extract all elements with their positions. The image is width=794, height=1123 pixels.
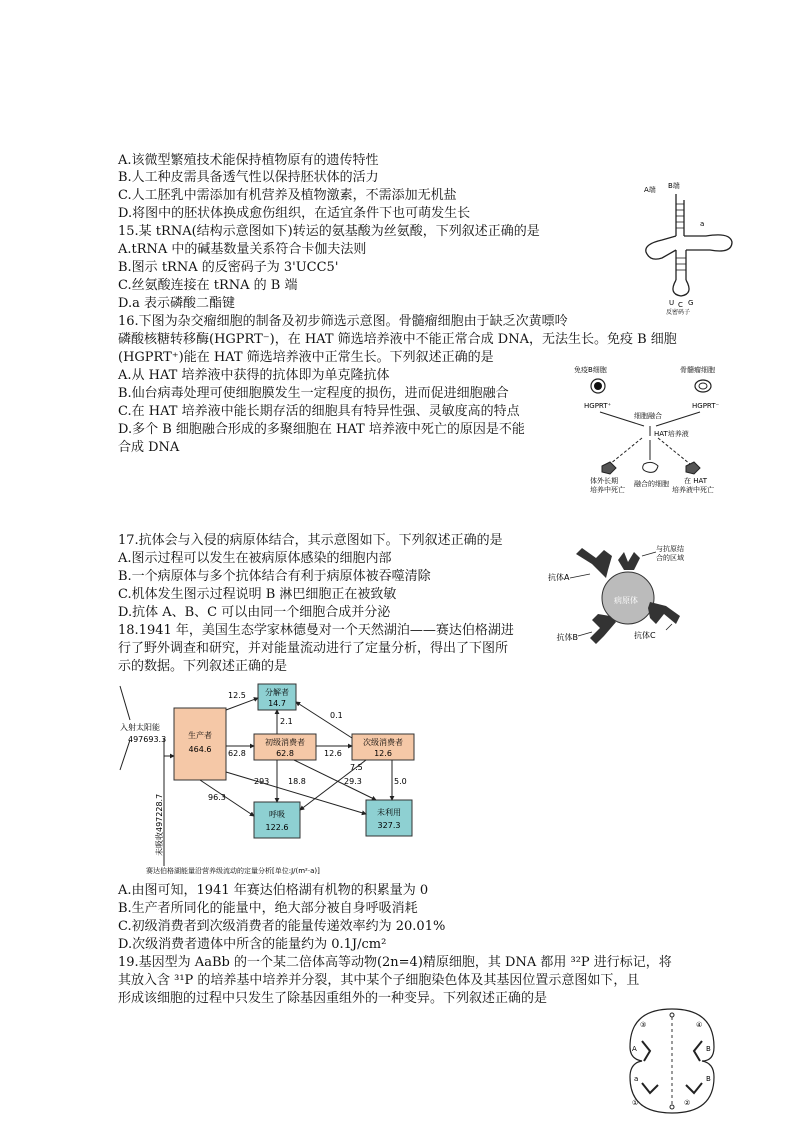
trna-b-end-label: B端 (668, 182, 680, 190)
q16-option-c: C.在 HAT 培养液中能长期存活的细胞具有特异性强、灵敏度高的特点 (118, 404, 520, 419)
q15-option-c: C.丝氨酸连接在 tRNA 的 B 端 (118, 278, 298, 293)
flow-primary-decomposer: 2.1 (280, 717, 293, 726)
producer-label: 生产者 (188, 731, 212, 740)
sunlight-value: 497693.3 (128, 735, 167, 744)
antibody-b-label: 抗体B (556, 633, 578, 642)
unused-box (366, 800, 412, 836)
q15-option-a: A.tRNA 中的碱基数量关系符合卡伽夫法则 (118, 242, 367, 257)
decomposer-value: 14.7 (268, 699, 286, 708)
q16-stem-1: 16.下图为杂交瘤细胞的制备及初步筛选示意图。骨髓瘤细胞由于缺乏次黄嘌呤 (118, 314, 568, 329)
q16-option-d: D.多个 B 细胞融合形成的多聚细胞在 HAT 培养液中死亡的原因是不能 (118, 422, 525, 437)
flow-primary-secondary: 12.6 (324, 749, 342, 758)
respiration-label: 呼吸 (269, 810, 285, 819)
hgprt-minus-label: HGPRT⁻ (692, 402, 720, 410)
flow-primary-respiration: 18.8 (288, 777, 306, 786)
unabsorbed-label: 未吸收497228.7 (155, 793, 164, 856)
antibody-top-shape (618, 552, 640, 570)
q19-stem-1: 19.基因型为 AaBb 的一个某二倍体高等动物(2n=4)精原细胞，其 DNA 都用 ³²P 进行标记，将 (118, 955, 672, 970)
dead-cell-right (686, 462, 700, 474)
trna-a-end-label: A端 (644, 186, 656, 194)
respiration-value: 122.6 (265, 823, 289, 832)
myeloma-nucleus (699, 383, 707, 389)
q17-option-c: C.机体发生图示过程说明 B 淋巴细胞正在被致敏 (118, 587, 397, 602)
outcome-right-1: 在 HAT (684, 477, 708, 485)
sunlight-label: 入射太阳能 (120, 723, 160, 732)
flow-producer-unused: 293 (254, 777, 270, 786)
q15-option-b: B.图示 tRNA 的反密码子为 3'UCC5' (118, 260, 339, 275)
fused-cell (643, 462, 658, 472)
gene-a-lower: a (634, 1075, 639, 1083)
anticodon-caption: 反密码子 (666, 309, 691, 315)
q16-stem-2: 磷酸核糖转移酶(HGPRT⁻)，在 HAT 筛选培养液中不能正常合成 DNA，无法生长。免疫 B 细胞 (118, 332, 677, 347)
outcome-left-2: 培养中死亡 (590, 486, 625, 494)
q16-option-d-cont: 合成 DNA (118, 440, 180, 455)
producer-value: 464.6 (188, 745, 212, 754)
chromosome-marker-1: ① (632, 1099, 639, 1107)
q16-option-b: B.仙台病毒处理可使细胞膜发生一定程度的损伤，进而促进细胞融合 (118, 386, 509, 401)
q18-option-c: C.初级消费者到次级消费者的能量传递效率约为 20.01% (118, 919, 446, 934)
q16-option-a: A.从 HAT 培养液中获得的抗体即为单克隆抗体 (118, 368, 390, 383)
primary-consumer-label: 初级消费者 (265, 738, 305, 747)
q17-stem: 17.抗体会与入侵的病原体结合，其示意图如下。下列叙述正确的是 (118, 533, 503, 548)
q17-option-d: D.抗体 A、B、C 可以由同一个细胞合成并分泌 (118, 605, 391, 620)
antibody-a-shape (576, 548, 612, 578)
q15-option-d: D.a 表示磷酸二酯键 (118, 296, 235, 311)
chromosome-marker-3: ③ (640, 1021, 647, 1029)
pathogen-label: 病原体 (614, 596, 638, 605)
dividing-cell-figure (622, 1005, 722, 1117)
q15-stem: 15.某 tRNA(结构示意图如下)转运的氨基酸为丝氨酸，下列叙述正确的是 (118, 224, 540, 239)
gene-a-upper: A (632, 1045, 637, 1053)
trna-figure (640, 180, 750, 315)
decomposer-label: 分解者 (265, 688, 289, 697)
q18-stem-2: 行了野外调查和研究，并对能量流动进行了定量分析，得出了下图所 (118, 641, 509, 656)
chromosome-marker-2: ② (684, 1099, 691, 1107)
anticodon-base-3: G (688, 299, 694, 307)
hat-medium-label: HAT培养液 (654, 430, 689, 438)
antibody-figure (548, 540, 708, 648)
q17-option-b: B.一个病原体与多个抗体结合有利于病原体被吞噬清除 (118, 569, 431, 584)
q16-stem-3: (HGPRT⁺)能在 HAT 筛选培养液中正常生长。下列叙述正确的是 (118, 350, 494, 365)
unused-value: 327.3 (377, 821, 401, 830)
outcome-left-1: 体外长期 (590, 477, 618, 485)
antibody-c-shape (648, 602, 680, 624)
flow-producer-decomposer: 12.5 (228, 691, 246, 700)
dead-cell-left (602, 462, 616, 474)
producer-box (174, 708, 226, 780)
secondary-consumer-value: 12.6 (374, 749, 392, 758)
q18-stem-3: 示的数据。下列叙述正确的是 (118, 659, 288, 674)
binding-region-label-2: 合的区域 (656, 554, 684, 562)
immune-b-cell-label: 免疫B细胞 (574, 366, 607, 374)
flow-secondary-respiration: 7.5 (350, 763, 363, 772)
q14-option-d: D.将图中的胚状体换成愈伤组织，在适宜条件下也可萌发生长 (118, 206, 471, 221)
outcome-middle: 融合的细胞 (634, 480, 669, 488)
flow-producer-respiration: 96.3 (208, 793, 226, 802)
gene-b-lower: B (706, 1075, 711, 1083)
q19-stem-2: 其放入含 ³¹P 的培养基中培养并分裂，其中某个子细胞染色体及其基因位置示意图如下，且 (118, 973, 640, 988)
energy-flow-diagram (116, 680, 436, 876)
primary-consumer-value: 62.8 (276, 749, 294, 758)
secondary-consumer-label: 次级消费者 (363, 738, 403, 747)
q18-option-d: D.次级消费者遗体中所含的能量约为 0.1J/cm² (118, 937, 387, 952)
respiration-box (254, 802, 300, 838)
anticodon-base-2: C (678, 301, 683, 309)
unused-label: 未利用 (377, 808, 401, 817)
flow-secondary-unused: 5.0 (394, 777, 407, 786)
immune-b-nucleus (594, 382, 602, 390)
q17-option-a: A.图示过程可以发生在被病原体感染的细胞内部 (118, 551, 392, 566)
trna-a-label: a (700, 220, 705, 228)
gene-b-upper: B (706, 1045, 711, 1053)
binding-region-label-1: 与抗原结 (656, 545, 684, 553)
chromosome-marker-4: ④ (696, 1021, 703, 1029)
antibody-a-label: 抗体A (548, 573, 570, 582)
q18-option-a: A.由图可知，1941 年赛达伯格湖有机物的积累量为 0 (118, 883, 429, 898)
q18-stem-1: 18.1941 年，美国生态学家林德曼对一个天然湖泊——赛达伯格湖进 (118, 623, 514, 638)
hybridoma-figure (560, 362, 740, 494)
q14-option-b: B.人工种皮需具备透气性以保持胚状体的活力 (118, 170, 379, 185)
flow-producer-primary: 62.8 (228, 749, 246, 758)
antibody-c-label: 抗体C (634, 631, 656, 640)
antibody-b-shape (590, 614, 616, 644)
myeloma-cell-label: 骨髓瘤细胞 (680, 366, 715, 374)
hgprt-plus-label: HGPRT⁺ (584, 402, 612, 410)
q19-stem-3: 形成该细胞的过程中只发生了除基因重组外的一种变异。下列叙述正确的是 (118, 991, 548, 1006)
energy-figure-caption: 赛达伯格湖能量沿营养级流动的定量分析[单位:J/(m²·a)] (146, 867, 320, 875)
cell-fusion-label: 细胞融合 (634, 412, 662, 420)
q14-option-a: A.该微型繁殖技术能保持植物原有的遗传特性 (118, 153, 379, 168)
outcome-right-2: 培养液中死亡 (672, 486, 714, 494)
q18-option-b: B.生产者所同化的能量中，绝大部分被自身呼吸消耗 (118, 901, 418, 916)
anticodon-base-1: U (669, 299, 675, 307)
flow-primary-unused: 29.3 (344, 777, 362, 786)
flow-secondary-decomposer: 0.1 (330, 711, 343, 720)
q14-option-c: C.人工胚乳中需添加有机营养及植物激素，不需添加无机盐 (118, 188, 457, 203)
